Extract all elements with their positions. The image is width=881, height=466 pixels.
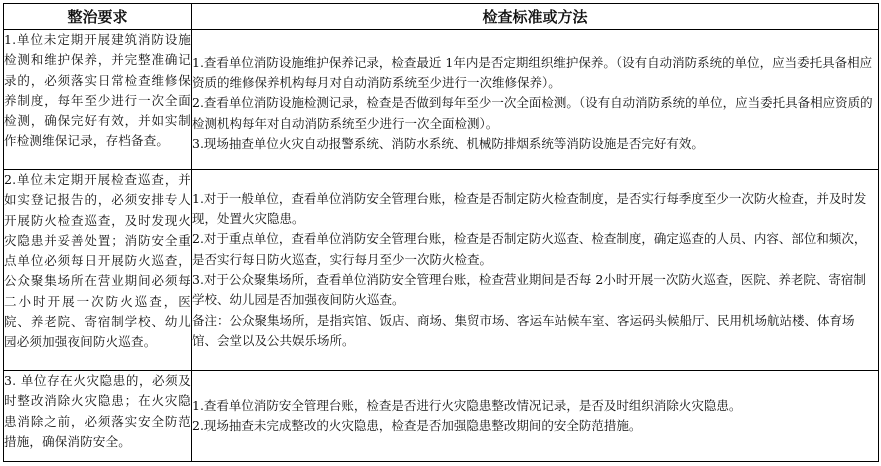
standard-note: 备注：公众聚集场所，是指宾馆、饭店、商场、集贸市场、客运车站候车室、客运码头候船厅、民用机场航站楼、体育场馆、会堂以及公共娱乐场所。 — [192, 312, 855, 348]
standard-item: 1.查看单位消防安全管理台账，检查是否进行火灾隐患整改情况记录，是否及时组织消除火灾隐患。 — [192, 397, 742, 413]
table-row — [4, 170, 879, 371]
standard-item: 1.查看单位消防设施维护保养记录，检查最近 1年内是否定期组织维护保养。（设有自动消防系统的单位，应当委托具备相应资质的维修保养机构每月对自动消防系统至少进行一次维修保养）。 — [192, 54, 873, 91]
header-requirement: 整治要求 — [4, 4, 192, 30]
standard-cell — [192, 30, 879, 170]
standard-item: 3.现场抽查单位火灾自动报警系统、消防水系统、机械防排烟系统等消防设施是否完好有效。 — [192, 135, 704, 151]
standard-item: 2.查看单位消防设施检测记录，检查是否做到每年至少一次全面检测。（设有自动消防系统的单位，应当委托具备相应资质的检测机构每年对自动消防系统至少进行一次全面检测）。 — [192, 95, 873, 131]
standard-item: 3.对于公众聚集场所，查看单位消防安全管理台账，检查营业期间是否每 2小时开展一次防火巡查，医院、养老院、寄宿制学校、幼儿园是否加强夜间防火巡查。 — [192, 272, 866, 308]
standard-item: 1.对于一般单位，查看单位消防安全管理台账，检查是否制定防火检查制度，是否实行每季度至少一次防火检查，并及时发现，处置火灾隐患。 — [192, 190, 867, 227]
table-row — [4, 371, 879, 462]
standard-item: 2.对于重点单位，查看单位消防安全管理台账，检查是否制定防火巡查、检查制度，确定巡查的人员、内容、部位和频次，是否实行每日防火巡查，实行每月至少一次防火检查。 — [192, 231, 867, 267]
table-row — [4, 30, 879, 170]
requirement-cell: 2.单位未定期开展检查巡查，并如实登记报告的，必须安排专人开展防火检查巡查，及时发现火灾隐患并妥善处置；消防安全重点单位必须每日开展防火巡查，公众聚集场所在营业期间必须每二小时开展一次防火巡查，医院、养老院、寄宿制学校、幼儿园必须加强夜间防火巡查。 — [4, 170, 192, 371]
standard-cell — [192, 371, 879, 462]
standard-item: 2.现场抽查未完成整改的火灾隐患，检查是否加强隐患整改期间的安全防范措施。 — [192, 418, 642, 433]
header-row — [4, 4, 879, 30]
standard-cell — [192, 170, 879, 371]
requirement-cell: 3. 单位存在火灾隐患的，必须及时整改消除火灾隐患；在火灾隐患消除之前，必须落实安全防范措施，确保消防安全。 — [4, 371, 192, 462]
rectification-table — [3, 3, 879, 462]
requirement-cell: 1.单位未定期开展建筑消防设施检测和维护保养，并完整准确记录的，必须落实日常检查维修保养制度，每年至少进行一次全面检测，确保完好有效，并如实制作检测维保记录，存档备查。 — [4, 30, 192, 170]
header-standard: 检查标准或方法 — [192, 4, 879, 30]
